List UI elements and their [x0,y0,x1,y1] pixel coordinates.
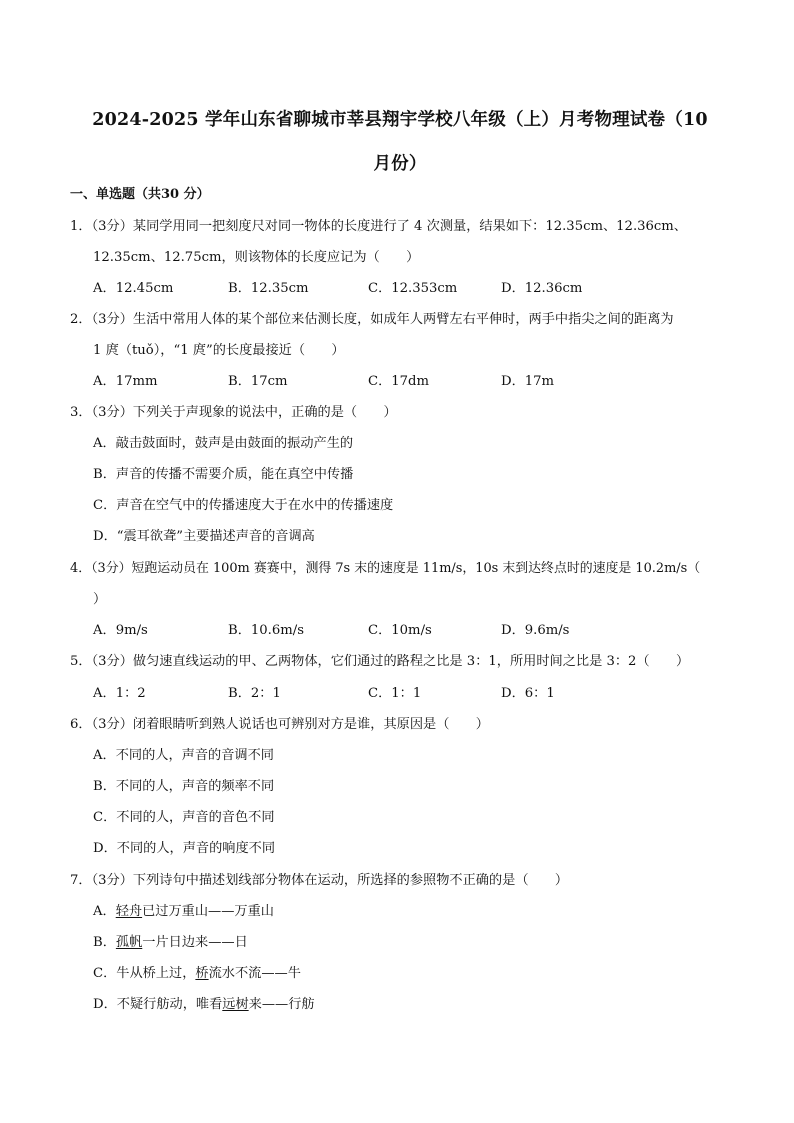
question-1-option-c: C．12.353cm [368,281,458,296]
question-7-option-a [93,903,274,921]
option-label: D．不疑行舫动，唯看 [93,997,223,1012]
exam-title [70,98,730,186]
option-label: A． [93,904,116,919]
question-5-option-b: B．2：1 [228,686,281,701]
question-2-option-a: A．17mm [93,374,158,389]
question-6-option-d: D．不同的人，声音的响度不同 [93,841,276,856]
question-5-text: 5．（3分）做匀速直线运动的甲、乙两物体，它们通过的路程之比是 3：1，所用时间之比是 3：2（ ） [70,654,690,669]
option-rest: 已过万重山——万重山 [142,904,274,919]
question-7-option-c [93,965,301,983]
question-6-text: 6．（3分）闭着眼睛听到熟人说话也可辨别对方是谁，其原因是（ ） [70,717,489,732]
question-2-text-line2: 1 庹（tuǒ），“1 庹”的长度最接近（ ） [93,343,345,358]
question-4-text-line2: ） [93,592,107,607]
question-5-option-c: C．1：1 [368,686,422,701]
question-3-option-d: D．“震耳欲聋”主要描述声音的音调高 [93,529,315,544]
question-5-option-a: A．1：2 [93,686,146,701]
question-4-text-line1: 4．（3分）短跑运动员在 100m 赛赛中，测得 7s 末的速度是 11m/s，10s 末到达终点时的速度是 10.2m/s（ [70,561,701,576]
option-rest: 一片日边来——日 [142,935,248,950]
option-rest: 流水不流——牛 [208,966,301,981]
question-3-option-b: B．声音的传播不需要介质，能在真空中传播 [93,467,354,482]
question-6-option-a: A．不同的人，声音的音调不同 [93,748,274,763]
question-4-option-d: D．9.6m/s [501,623,570,638]
question-4-option-a: A．9m/s [93,623,148,638]
question-1-option-d: D．12.36cm [501,281,583,296]
section-heading: 一、单选题（共30 分） [70,187,210,202]
question-2-option-b: B．17cm [228,374,288,389]
underlined-phrase: 远树 [222,997,249,1012]
question-3-text: 3．（3分）下列关于声现象的说法中，正确的是（ ） [70,405,397,420]
question-1-text-line1: 1．（3分）某同学用同一把刻度尺对同一物体的长度进行了 4 次测量，结果如下：12.35cm、12.36cm、 [70,219,687,234]
question-2-option-d: D．17m [501,374,555,389]
question-1-option-b: B．12.35cm [228,281,309,296]
underlined-phrase: 轻舟 [115,904,143,919]
question-6-option-c: C．不同的人，声音的音色不同 [93,810,275,825]
question-4-option-b: B．10.6m/s [228,623,304,638]
exam-title-line1: 2024-2025 学年山东省聊城市莘县翔宇学校八年级（上）月考物理试卷（10 [92,110,708,130]
question-7-option-b [93,934,248,952]
question-2-text-line1: 2．（3分）生活中常用人体的某个部位来估测长度，如成年人两臂左右平伸时，两手中指尖之间的距离为 [70,312,674,327]
question-4-option-c: C．10m/s [368,623,432,638]
question-6-option-b: B．不同的人，声音的频率不同 [93,779,275,794]
question-1-text-line2: 12.35cm、12.75cm，则该物体的长度应记为（ ） [93,250,420,265]
question-2-option-c: C．17dm [368,374,430,389]
question-3-option-a: A．敲击鼓面时，鼓声是由鼓面的振动产生的 [93,436,354,451]
option-label: C．牛从桥上过， [93,966,196,981]
question-7-option-d [93,996,315,1014]
option-rest: 来——行舫 [248,997,315,1012]
question-3-option-c: C．声音在空气中的传播速度大于在水中的传播速度 [93,498,394,513]
question-7-text: 7．（3分）下列诗句中描述划线部分物体在运动，所选择的参照物不正确的是（ ） [70,873,569,888]
question-1-option-a: A．12.45cm [93,281,174,296]
option-label: B． [93,935,116,950]
underlined-phrase: 桥 [195,966,209,981]
question-5-option-d: D．6：1 [501,686,555,701]
underlined-phrase: 孤帆 [115,935,143,950]
exam-title-line2: 月份） [373,154,427,174]
